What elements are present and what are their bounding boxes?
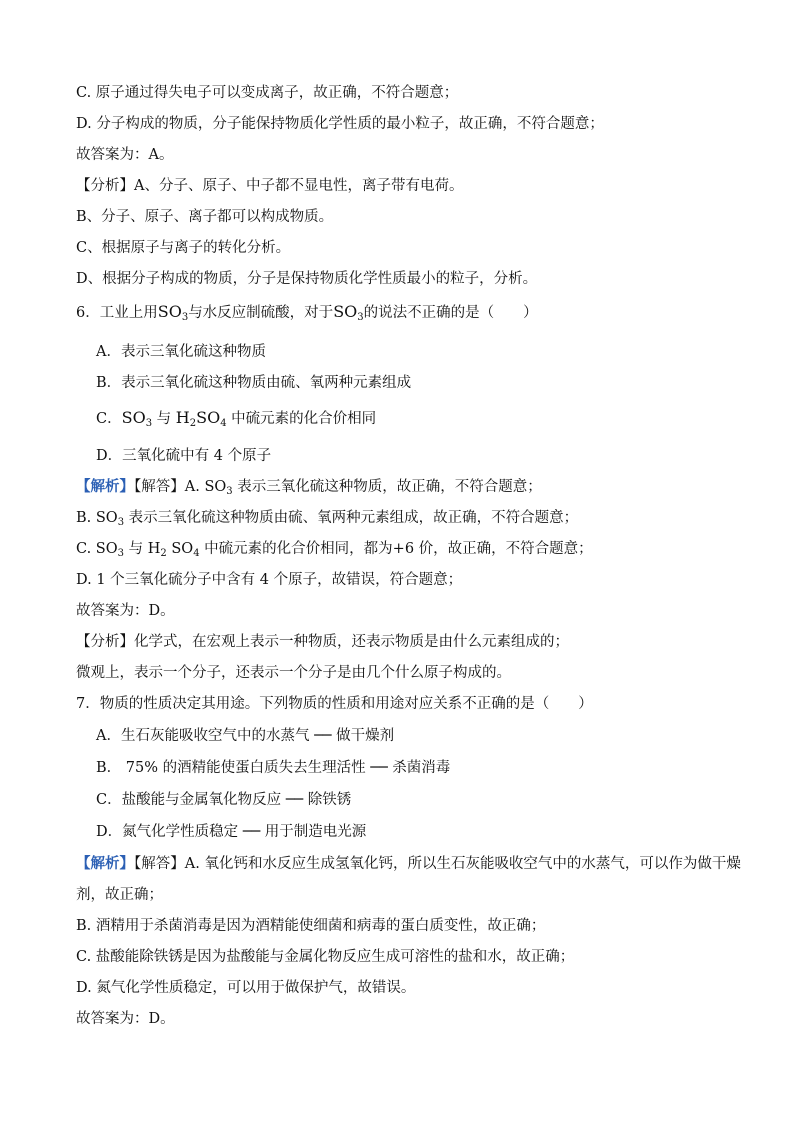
q7-solution-d: D. 氮气化学性质稳定，可以用于做保护气，故错误。 [76,980,416,996]
q6-answer: 故答案为：D。 [76,603,175,619]
q7-solution-a-cont: 剂，故正确； [76,887,163,903]
line-q5-analysis-d: D、根据分子构成的物质，分子是保持物质化学性质最小的粒子，分析。 [76,271,538,287]
q6-solution-c: C. $SO_3$ 与 $H_2$ $SO_4$ 中硫元素的化合价相同，都为+6 价，故正确，不符合题意； [76,541,593,559]
q6-solution-a: 【解析】【解答】A. $SO_3$ 表示三氧化硫这种物质，故正确，不符合题意； [76,478,542,497]
formula-so3: $SO_3$ [157,302,189,323]
line-q5-d: D. 分子构成的物质，分子能保持物质化学性质的最小粒子，故正确，不符合题意； [76,116,604,132]
line-q5-c: C. 原子通过得失电子可以变成离子，故正确，不符合题意； [76,85,459,101]
q6-option-b: B．表示三氧化硫这种物质由硫、氧两种元素组成 [96,375,412,391]
q6-analysis-1: 【分析】化学式，在宏观上表示一种物质，还表示物质是由什么元素组成的； [76,634,569,650]
q6-option-c: C．$SO_3$ 与 $H_2SO_4$ 中硫元素的化合价相同 [96,408,377,429]
q6-solution-d: D. 1 个三氧化硫分子中含有 4 个原子，故错误，符合题意； [76,572,463,588]
analysis-tag: 【解析】 [76,855,134,872]
line-q5-analysis-c: C、根据原子与离子的转化分析。 [76,240,291,256]
q6-stem: 6．工业上用$SO_3$与水反应制硫酸，对于$SO_3$的说法不正确的是（ ） [76,302,538,323]
analysis-tag: 【解析】 [76,478,134,495]
line-q5-answer: 故答案为：A。 [76,147,174,163]
q6-option-a: A．表示三氧化硫这种物质 [96,344,266,360]
line-q5-analysis-a: 【分析】A、分子、原子、中子都不显电性，离子带有电荷。 [76,178,464,194]
formula-so3: $SO_3$ [333,302,364,323]
q7-option-c: C．盐酸能与金属氧化物反应 ── 除铁锈 [96,792,352,808]
line-q5-analysis-b: B、分子、原子、离子都可以构成物质。 [76,209,334,225]
q6-solution-b: B. $SO_3$ 表示三氧化硫这种物质由硫、氧两种元素组成，故正确，不符合题意； [76,510,579,528]
q6-option-d: D．三氧化硫中有 4 个原子 [96,448,272,464]
q7-option-d: D．氮气化学性质稳定 ── 用于制造电光源 [96,824,367,840]
formula-h2so4: $H_2SO_4$ [175,408,227,429]
q7-stem: 7．物质的性质决定其用途。下列物质的性质和用途对应关系不正确的是（ ） [76,696,593,712]
q7-answer: 故答案为：D。 [76,1011,175,1027]
q7-option-b: B． 75% 的酒精能使蛋白质失去生理活性 ── 杀菌消毒 [96,760,451,776]
q7-option-a: A．生石灰能吸收空气中的水蒸气 ── 做干燥剂 [96,728,395,744]
q7-solution-a: 【解析】【解答】A. 氧化钙和水反应生成氢氧化钙，所以生石灰能吸收空气中的水蒸气，可以作为做干燥 [76,855,741,872]
q7-solution-b: B. 酒精用于杀菌消毒是因为酒精能使细菌和病毒的蛋白质变性，故正确； [76,918,546,934]
q7-solution-c: C. 盐酸能除铁锈是因为盐酸能与金属化物反应生成可溶性的盐和水，故正确； [76,949,575,965]
q6-analysis-2: 微观上，表示一个分子，还表示一个分子是由几个什么原子构成的。 [76,665,511,681]
formula-so3: $SO_3$ [121,408,153,429]
